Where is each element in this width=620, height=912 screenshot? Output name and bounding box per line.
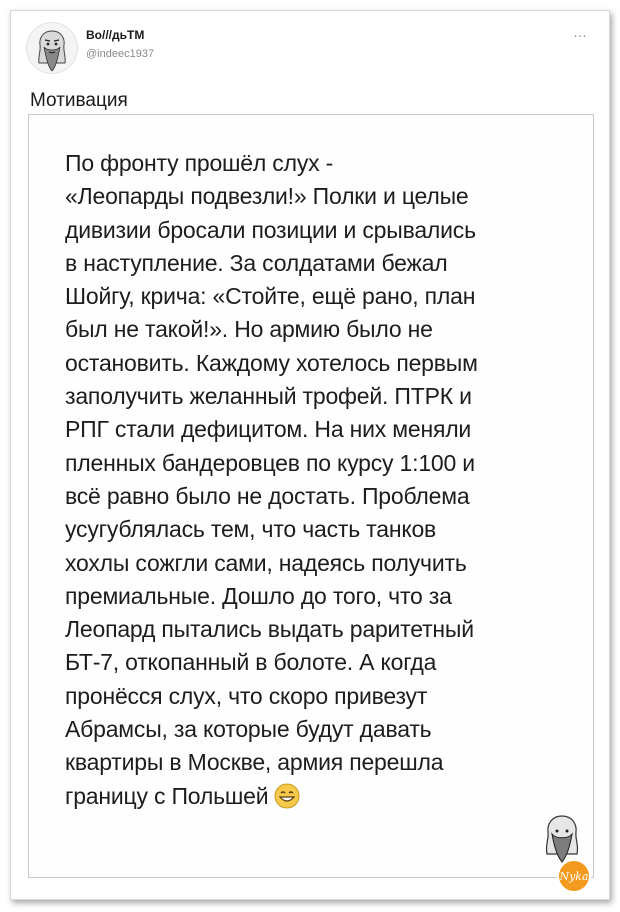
quoted-image[interactable] [28, 114, 594, 878]
author-avatar[interactable] [26, 22, 78, 74]
grinning-face-emoji [274, 783, 300, 809]
quote-line: остановить. Каждому хотелось первым [65, 349, 478, 376]
quote-line: квартиры в Москве, армия перешла [65, 749, 444, 776]
quote-line: По фронту прошёл слух - [65, 150, 334, 176]
quote-line: усугублялась тем, что часть танков [65, 516, 437, 543]
quote-line: Леопард пытались выдать раритетный [65, 616, 474, 643]
quote-line: премиальные. Дошло до того, что за [65, 582, 452, 609]
quote-line: Абрамсы, за которые будут давать [65, 716, 432, 743]
quote-line-last [65, 780, 585, 813]
post-header [26, 22, 596, 82]
more-dots-icon[interactable]: … [573, 24, 588, 40]
quote-line: пронёсся слух, что скоро привезут [65, 682, 428, 709]
quote-line: БТ-7, откопанный в болоте. А когда [65, 649, 437, 676]
quote-line: в наступление. За солдатами бежал [65, 249, 448, 276]
quote-line: РПГ стали дефицитом. На них меняли [65, 416, 472, 443]
bearded-man-portrait-icon [27, 23, 77, 73]
quote-line: был не такой!». Но армию было не [65, 316, 433, 343]
quote-line: границу с Польшей [65, 782, 269, 809]
quote-line: заполучить желанный трофей. ПТРК и [65, 383, 472, 410]
quote-line: «Леопарды подвезли!» Полки и целые [65, 183, 469, 210]
watermark-badge-text: Nyka [559, 870, 589, 883]
quote-text [65, 147, 585, 813]
quote-line: хохлы сожгли сами, надеясь получить [65, 549, 467, 576]
quote-line: пленных бандеровцев по курсу 1:100 и [65, 449, 475, 476]
author-name[interactable]: Во///дьТМ [86, 28, 145, 42]
bearded-man-watermark-icon [528, 812, 600, 894]
quote-line: Шойгу, крича: «Стойте, ещё рано, план [65, 283, 476, 310]
watermark [528, 812, 600, 894]
quote-line: дивизии бросали позиции и срывались [65, 216, 476, 243]
quote-line: всё равно было не достать. Проблема [65, 482, 470, 509]
post-text: Мотивация [30, 90, 128, 111]
author-handle[interactable]: @indeec1937 [86, 48, 155, 60]
